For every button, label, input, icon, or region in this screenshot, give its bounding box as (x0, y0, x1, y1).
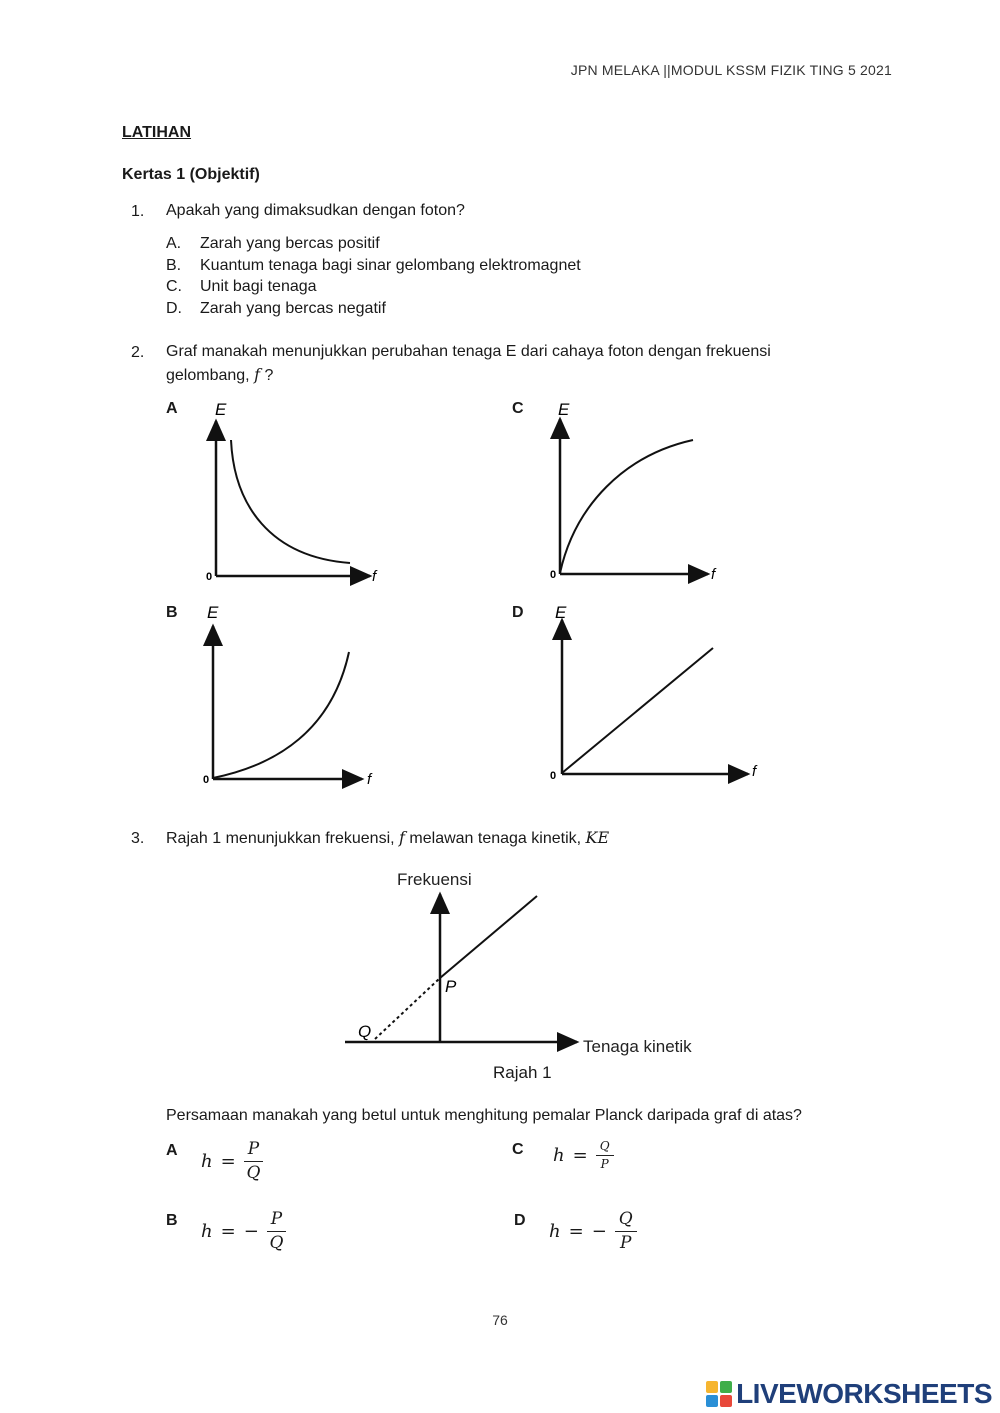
y-axis-label: E (558, 400, 570, 419)
liveworksheets-logo[interactable] (706, 1378, 992, 1410)
fraction (596, 1140, 614, 1171)
liveworksheets-logo-icon (706, 1381, 732, 1407)
equation-lhs: h (553, 1145, 565, 1167)
q3-question: Persamaan manakah yang betul untuk menghitung pemalar Planck daripada graf di atas? (166, 1107, 802, 1124)
option-text: Zarah yang bercas negatif (200, 300, 386, 317)
rajah-1-caption: Rajah 1 (493, 1063, 552, 1082)
graph-line (440, 896, 537, 978)
equation-lhs: h (201, 1150, 213, 1172)
q3-text (166, 826, 609, 851)
q1-number: 1. (131, 203, 145, 220)
q3-answer-a[interactable] (201, 1140, 263, 1182)
equation-sign: − (591, 1220, 607, 1242)
x-axis-label: f (372, 568, 377, 585)
equation-equals: = (568, 1220, 584, 1242)
origin-label: 0 (203, 774, 210, 786)
origin-label: 0 (550, 569, 557, 581)
equation-equals: = (572, 1145, 588, 1167)
q2-graph-a[interactable] (200, 395, 400, 590)
q2-graph-c-letter[interactable]: C (512, 400, 524, 417)
rajah-1-diagram (340, 866, 720, 1056)
option-letter: C. (166, 278, 182, 295)
fraction (244, 1140, 263, 1182)
y-axis-label: E (207, 603, 219, 622)
point-p-label: P (445, 977, 457, 996)
q1-option-d[interactable] (166, 300, 386, 318)
q2-number: 2. (131, 344, 145, 361)
q2-graph-d-letter[interactable]: D (512, 604, 524, 621)
denominator: Q (246, 1162, 261, 1183)
page-header: JPN MELAKA ||MODUL KSSM FIZIK TING 5 2021 (570, 62, 892, 78)
equation-equals: = (220, 1220, 236, 1242)
q2-graph-a-letter[interactable]: A (166, 400, 178, 417)
q3-var-f: f (399, 828, 405, 847)
q3-var-ke: KE (585, 828, 610, 847)
x-axis-label: Tenaga kinetik (583, 1037, 692, 1056)
equation-equals: = (220, 1150, 236, 1172)
q2-text-line1: Graf manakah menunjukkan perubahan tenaga E dari cahaya foton dengan frekuensi (166, 343, 771, 360)
q3-number: 3. (131, 830, 145, 847)
q3-answer-d-letter[interactable]: D (514, 1212, 526, 1229)
curve-increasing-convex (213, 652, 349, 778)
option-text: Unit bagi tenaga (200, 278, 317, 295)
q2-graph-c[interactable] (545, 395, 745, 590)
equation-lhs: h (549, 1220, 561, 1242)
q3-answer-a-letter[interactable]: A (166, 1142, 178, 1159)
q3-answer-b-letter[interactable]: B (166, 1212, 178, 1229)
fraction (267, 1210, 286, 1252)
y-axis-label: E (215, 400, 227, 419)
origin-label: 0 (206, 571, 213, 583)
point-q-label: Q (358, 1022, 372, 1041)
q3-answer-c-letter[interactable]: C (512, 1141, 524, 1158)
q1-text: Apakah yang dimaksudkan dengan foton? (166, 202, 465, 219)
q2-text-line2 (166, 363, 273, 388)
liveworksheets-logo-text: LIVEWORKSHEETS (736, 1378, 992, 1409)
q2-var-f: f (254, 365, 260, 384)
q1-option-b[interactable] (166, 257, 581, 275)
denominator: Q (269, 1232, 284, 1253)
equation-lhs: h (201, 1220, 213, 1242)
q3-answer-c[interactable] (553, 1140, 614, 1171)
q3-answer-b[interactable] (201, 1210, 286, 1252)
page-number: 76 (492, 1312, 508, 1328)
y-axis-label: E (555, 603, 567, 622)
q2-graph-b[interactable] (197, 600, 397, 795)
origin-label: 0 (550, 770, 557, 782)
section-subtitle: Kertas 1 (Objektif) (122, 166, 260, 183)
denominator: P (600, 1157, 609, 1172)
extrapolated-line (375, 978, 440, 1039)
x-axis-label: f (367, 771, 372, 788)
x-axis-label: f (711, 566, 716, 583)
fraction (615, 1210, 637, 1252)
option-text: Zarah yang bercas positif (200, 235, 380, 252)
q2-text-prefix: gelombang, (166, 367, 250, 384)
numerator: P (244, 1140, 263, 1162)
curve-increasing-concave (560, 440, 693, 573)
denominator: P (620, 1232, 632, 1253)
q2-graph-b-letter[interactable]: B (166, 604, 178, 621)
x-axis-label: f (752, 763, 757, 780)
numerator: P (267, 1210, 286, 1232)
option-letter: A. (166, 235, 182, 252)
option-text: Kuantum tenaga bagi sinar gelombang elektromagnet (200, 257, 581, 274)
y-axis-label: Frekuensi (397, 870, 472, 889)
option-letter: D. (166, 300, 182, 317)
q1-option-a[interactable] (166, 235, 380, 253)
section-title: LATIHAN (122, 124, 192, 141)
numerator: Q (615, 1210, 637, 1232)
line-linear (562, 648, 713, 773)
q2-text-suffix: ? (264, 367, 274, 384)
q3-text-mid: melawan tenaga kinetik, (409, 830, 582, 847)
numerator: Q (596, 1140, 614, 1156)
curve-decreasing (231, 440, 350, 563)
q3-answer-d[interactable] (549, 1210, 637, 1252)
q2-graph-d[interactable] (545, 600, 765, 795)
equation-sign: − (243, 1220, 259, 1242)
option-letter: B. (166, 257, 182, 274)
q3-text-prefix: Rajah 1 menunjukkan frekuensi, (166, 830, 395, 847)
q1-option-c[interactable] (166, 278, 317, 296)
